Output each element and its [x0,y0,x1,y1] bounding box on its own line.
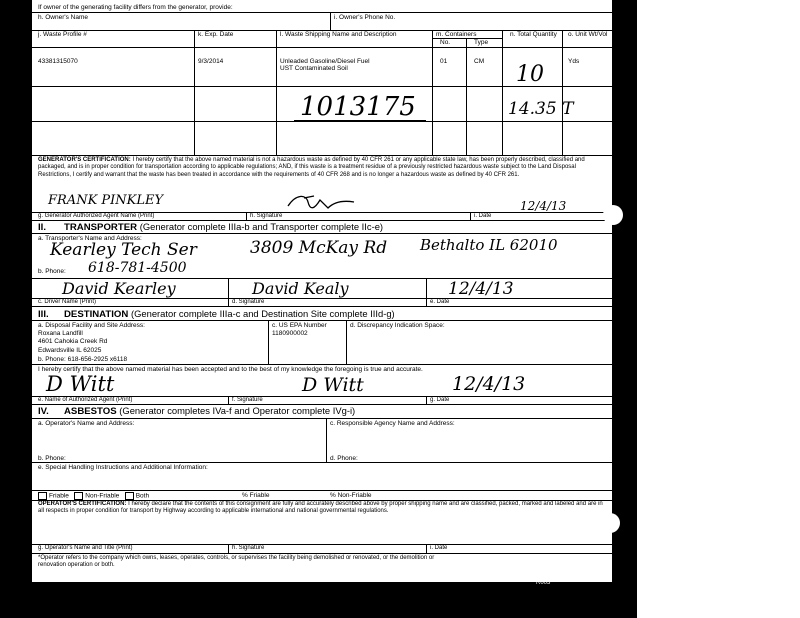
handwritten-weight: 14.35 T [508,99,574,119]
driver-name-label: c. Driver Name (Print) [38,299,97,305]
friable-checkbox[interactable] [38,492,47,500]
header-no: No. [440,39,451,46]
driver-signature: David Kealy [252,279,349,298]
operator-phone-label: b. Phone: [38,455,66,462]
agency-phone-label: d. Phone: [330,455,358,462]
facility-city: Edwardsville IL 62025 [38,347,102,354]
transporter-city: Bethalto IL 62010 [420,236,558,254]
destination-agent-label: e. Name of Authorized Agent (Print) [38,397,133,403]
agency-label: c. Responsible Agency Name and Address: [330,420,455,427]
operator-date-label: i. Date [430,545,448,551]
handwritten-ticket-number: 1013175 [300,92,416,122]
transporter-date: 12/4/13 [448,279,514,299]
operator-signature-label: h. Signature [232,545,265,551]
cell-type: CM [474,58,485,65]
operator-certification: OPERATOR'S CERTIFICATION: I hereby declare that the contents of this consignment are fully and accurately described above by proper shipping name and are classified, packed, marked and labeled and are in all respects in proper condition for transport by Highway according to applicable international and national governmental regulations. [38,501,603,515]
manifest-sheet [32,0,612,582]
owner-phone-label: i. Owner's Phone No. [334,14,396,21]
header-containers: m. Containers [436,31,477,38]
generator-date-label: i. Date [474,213,492,219]
destination-date: 12/4/13 [452,373,526,395]
non-friable-checkbox[interactable] [74,492,83,500]
transporter-section-header: II. TRANSPORTER (Generator complete IIIa-b and Transporter complete IIc-e) [38,221,384,233]
destination-agent-name: D Witt [46,372,115,396]
generator-signature-label: h. Signature [250,213,283,219]
cell-unit: Yds [568,58,580,65]
facility-street: 4601 Cahokia Creek Rd [38,338,108,345]
header-exp: k. Exp. Date [198,31,234,38]
owner-name-label: h. Owner's Name [38,14,89,21]
driver-signature-label: d. Signature [232,299,265,305]
destination-section-header: III. DESTINATION (Generator complete IIIa-c and Destination Site complete IIId-g) [38,308,395,320]
epa-number-label: c. US EPA Number [272,322,327,329]
cell-no: 01 [440,58,448,65]
discrepancy-label: d. Discrepancy Indication Space: [350,322,445,329]
facility-name: Roxana Landfill [38,330,83,337]
asbestos-section-header: IV. ASBESTOS (Generator completes IVa-f and Operator complete IVg-i) [38,405,356,417]
generator-cert-title: GENERATOR'S CERTIFICATION: [38,157,131,163]
header-desc: l. Waste Shipping Name and Description [280,31,397,38]
generator-certification: GENERATOR'S CERTIFICATION: I hereby certify that the above named material is not a hazardous waste as defined by 40 CFR 261 or any applicable state law, has been properly described, classified and packaged, and is in proper condition for transportation according to applicable regulations; AND, if this waste is a treatment residue of a previously restricted hazardous waste subject to the Land Disposal Restrictions, I certify and warrant that the waste has been treated in accordance with the requirements of 40 CFR 268 and is no longer a hazardous waste as defined by 40 CFR 261. [38,157,585,178]
corner-mark: R003 [536,580,551,586]
generator-date: 12/4/13 [520,199,567,213]
header-type: Type [474,39,489,46]
facility-phone: b. Phone: 618-656-2925 x6118 [38,356,128,363]
cell-desc-2: UST Contaminated Soil [280,65,348,72]
footnote-line-2: renovation operation or both. [38,562,115,568]
binder-hole-bottom [600,513,620,533]
cell-exp: 9/3/2014 [198,58,224,65]
facility-label: a. Disposal Facility and Site Address: [38,322,145,329]
destination-certification: I hereby certify that the above named material has been accepted and to the best of my knowledge the foregoing is true and accurate. [38,366,423,373]
operator-name-title-label: g. Operator's Name and Title (Print) [38,545,133,551]
special-handling-label: e. Special Handling Instructions and Additional Information: [38,464,208,471]
cell-profile: 43381315070 [38,58,78,65]
transporter-name-label: a. Transporter's Name and Address: [38,235,142,242]
transporter-name: Kearley Tech Ser [50,240,197,260]
cell-desc-1: Unleaded Gasoline/Diesel Fuel [280,58,370,65]
transporter-phone-label: b. Phone: [38,268,66,275]
percent-friable-label: % Friable [242,492,270,499]
transporter-date-label: e. Date [430,299,450,305]
operator-name-label: a. Operator's Name and Address: [38,420,135,427]
both-checkbox[interactable] [125,492,134,500]
driver-name: David Kearley [62,279,176,298]
destination-signature: D Witt [302,374,364,396]
transporter-address: 3809 McKay Rd [250,238,388,258]
friability-options: Friable Non-Friable Both [38,492,149,500]
header-unit: o. Unit Wt/Vol [568,31,608,38]
header-total: n. Total Quantity [510,31,557,38]
destination-date-label: g. Date [430,397,450,403]
generator-agent-label: g. Generator Authorized Agent Name (Print) [38,213,155,219]
destination-signature-label: f. Signature [232,397,263,403]
epa-number: 1180900002 [272,330,308,337]
owner-note: If owner of the generating facility differs from the generator, provide: [38,4,233,11]
generator-agent-name: FRANK PINKLEY [48,193,164,208]
header-profile: j. Waste Profile # [38,31,87,38]
transporter-phone: 618-781-4500 [88,260,187,276]
binder-hole-top [603,205,623,225]
handwritten-quantity: 10 [516,62,544,87]
generator-signature [284,192,364,214]
operator-cert-title: OPERATOR'S CERTIFICATION: [38,501,127,507]
percent-non-friable-label: % Non-Friable [330,492,372,499]
footnote-line-1: *Operator refers to the company which owns, leases, operates, controls, or supervises the facility being demolished or renovated, or the demolition or [38,555,435,561]
